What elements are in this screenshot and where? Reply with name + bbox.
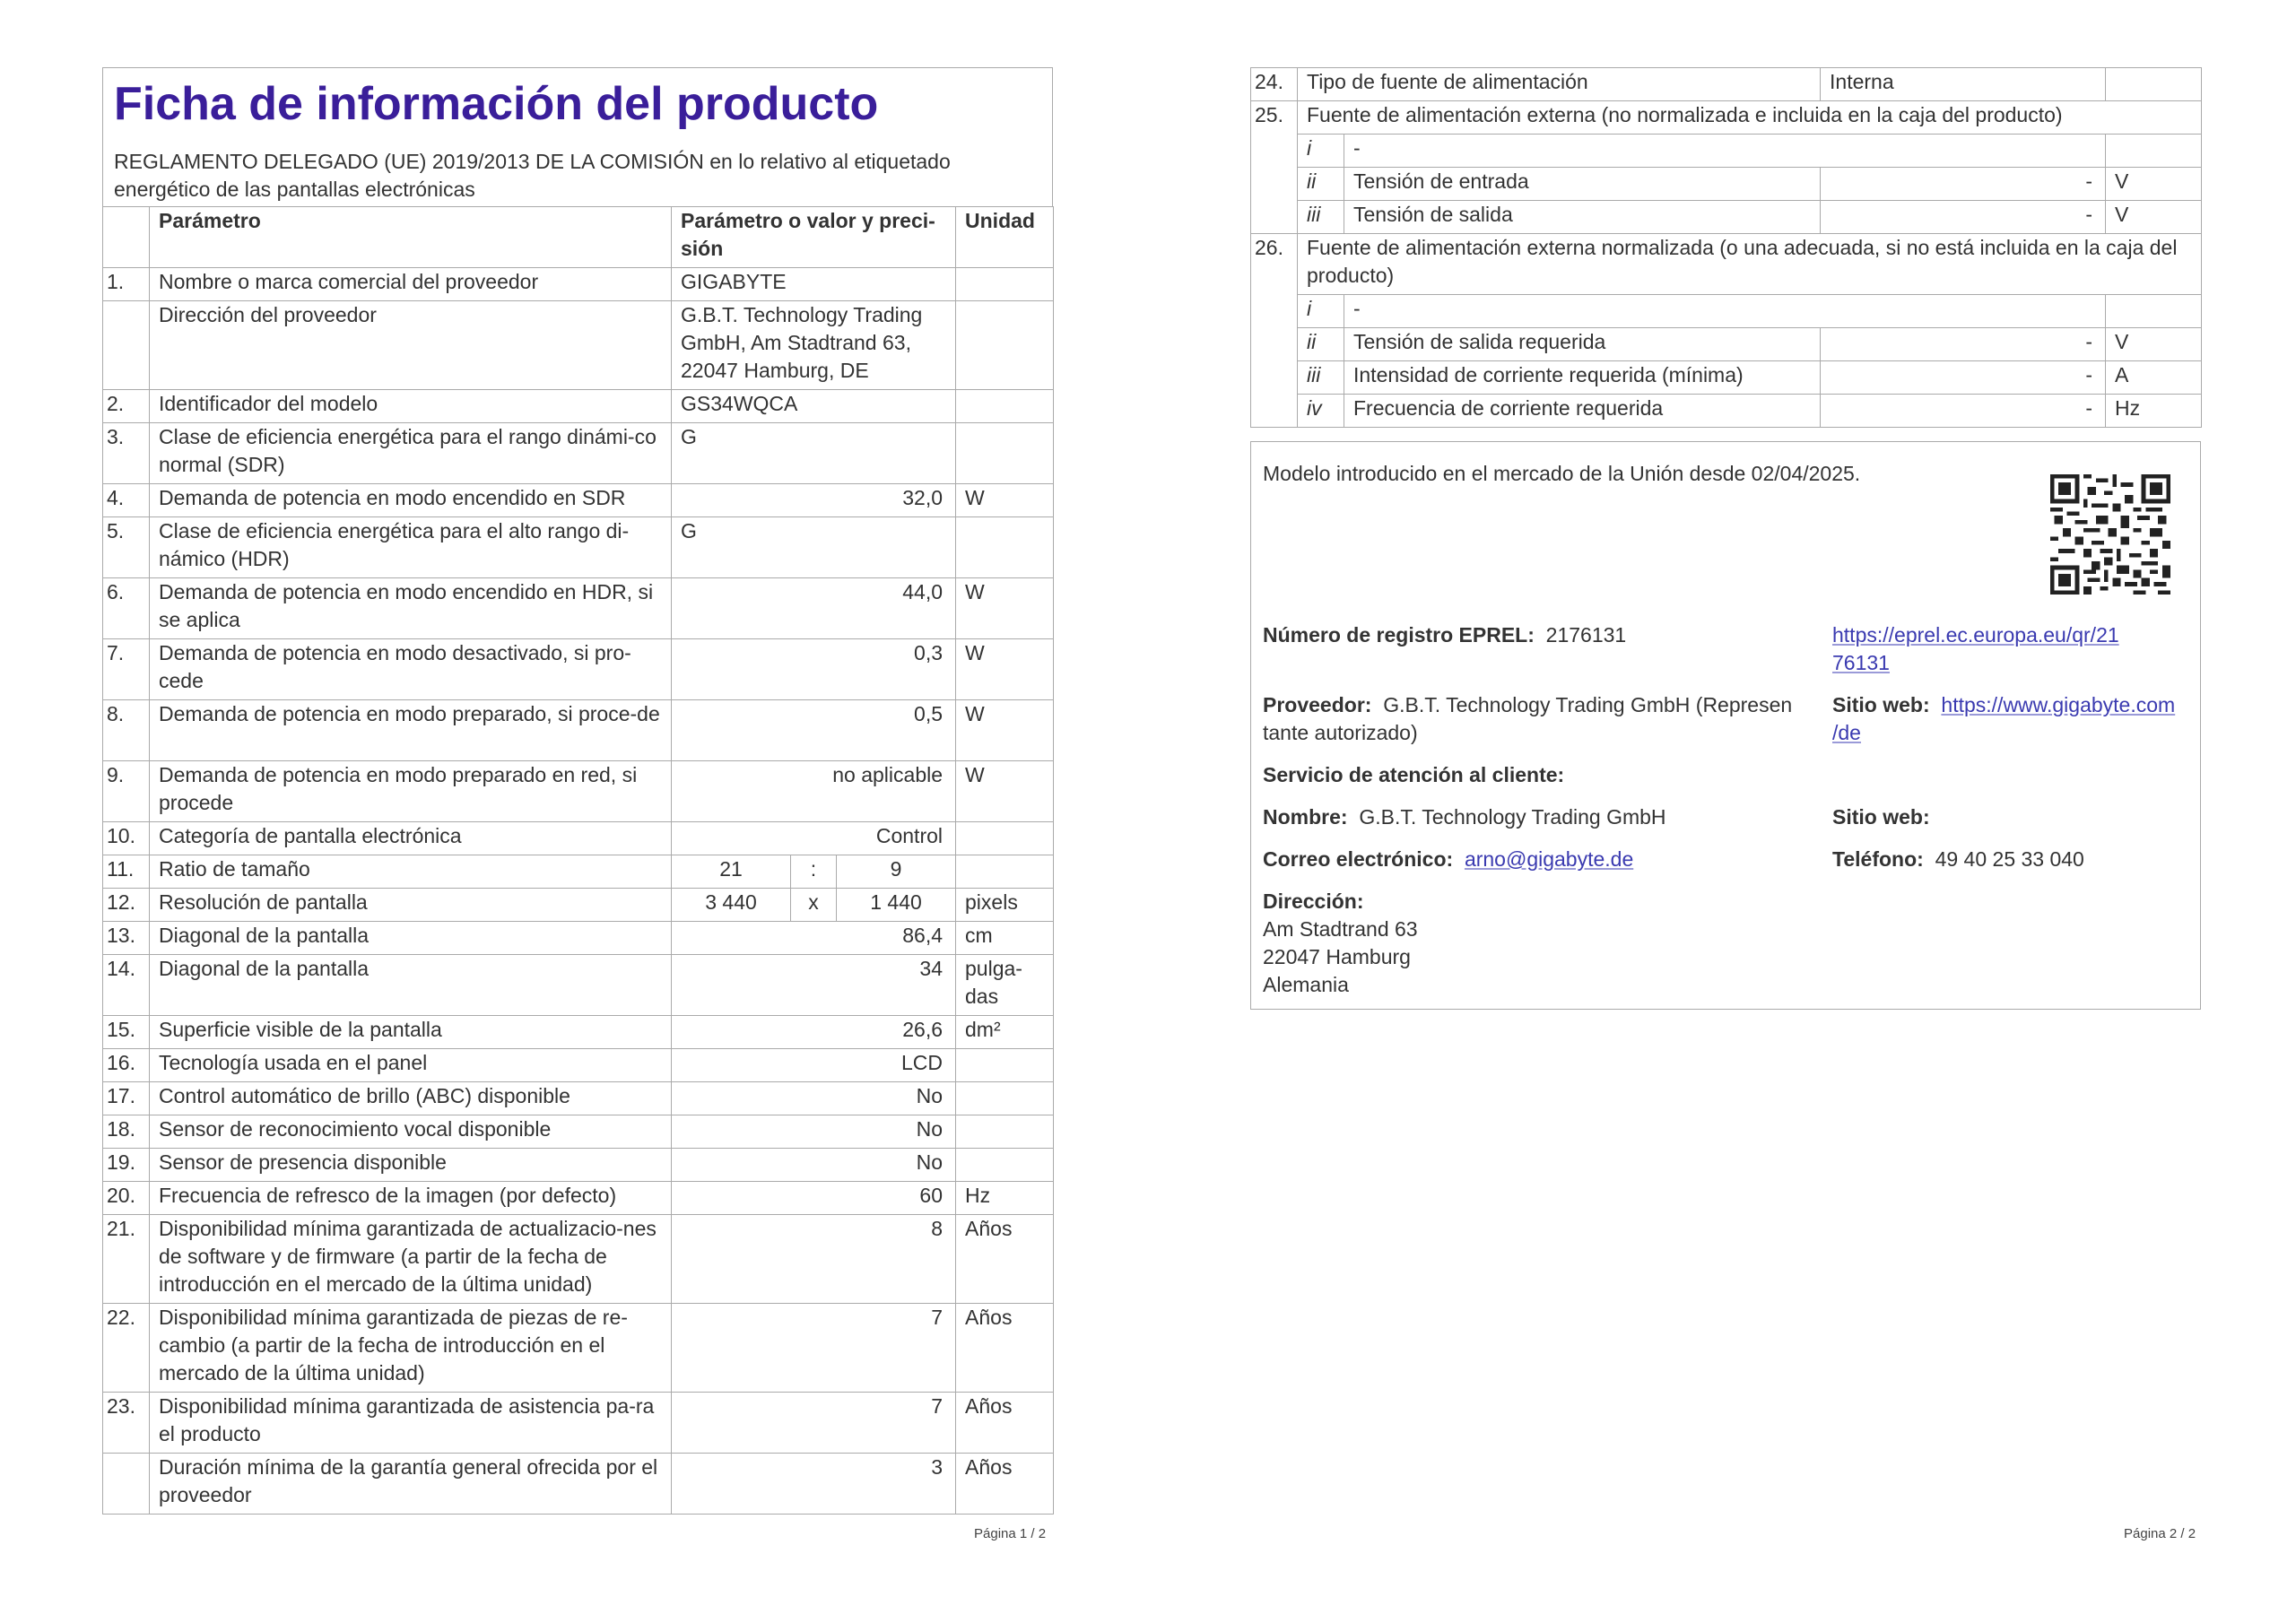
web-link-line-1[interactable]: https://www.gigabyte.com [1941, 693, 2176, 716]
row-unit [956, 301, 1054, 390]
row-parameter: Demanda de potencia en modo preparado, si proce-de [150, 700, 672, 761]
row-index: 1. [103, 268, 150, 301]
name-row [1263, 803, 1666, 831]
table-row [103, 700, 1054, 761]
row-parameter: Disponibilidad mínima garantizada de piezas de re-cambio (a partir de la fecha de introducción en el mercado de la última unidad) [150, 1304, 672, 1393]
row-value: 34 [672, 955, 956, 1016]
document-subtitle: REGLAMENTO DELEGADO (UE) 2019/2013 DE LA COMISIÓN en lo relativo al etiquetado energético de las pantallas electrónicas [114, 150, 951, 201]
table-row [1251, 68, 2202, 101]
sub-unit: A [2106, 361, 2202, 395]
table-row [1251, 234, 2202, 295]
row-unit [2106, 68, 2202, 101]
row-parameter: Demanda de potencia en modo encendido en SDR [150, 484, 672, 517]
row-parameter: Duración mínima de la garantía general ofrecida por el proveedor [150, 1454, 672, 1515]
row-index: 6. [103, 578, 150, 639]
row-value-b: 9 [837, 855, 956, 889]
table-row [103, 268, 1054, 301]
address-line-3: Alemania [1263, 973, 1349, 996]
row-unit [956, 268, 1054, 301]
email-link[interactable]: arno@gigabyte.de [1464, 847, 1634, 871]
row-parameter: Sensor de presencia disponible [150, 1149, 672, 1182]
sub-index: ii [1298, 328, 1344, 361]
row-value: 8 [672, 1215, 956, 1304]
table-row [103, 889, 1054, 922]
supplier-value-2: tante autorizado) [1263, 721, 1418, 744]
table-row [103, 1149, 1054, 1182]
supplier-value-1: G.B.T. Technology Trading GmbH (Represen [1383, 693, 1793, 716]
row-parameter: Clase de eficiencia energética para el rango dinámi-co normal (SDR) [150, 423, 672, 484]
sub-value: - [1821, 168, 2106, 201]
row-unit: pulga-das [956, 955, 1054, 1016]
table-row [103, 1049, 1054, 1082]
supplier-row [1263, 691, 1810, 747]
row-index: 16. [103, 1049, 150, 1082]
row-parameter: Ratio de tamaño [150, 855, 672, 889]
row-parameter: Diagonal de la pantalla [150, 922, 672, 955]
row-value: No [672, 1115, 956, 1149]
address-label: Dirección: [1263, 890, 1364, 913]
row-index [103, 1454, 150, 1515]
table-row [103, 822, 1054, 855]
row-parameter: Superficie visible de la pantalla [150, 1016, 672, 1049]
row-value: No [672, 1082, 956, 1115]
row-index: 15. [103, 1016, 150, 1049]
power-supply-table [1250, 67, 2202, 428]
row-unit: Años [956, 1393, 1054, 1454]
row-value: Interna [1821, 68, 2106, 101]
row-value: 32,0 [672, 484, 956, 517]
sub-row [1251, 168, 2202, 201]
name-value: G.B.T. Technology Trading GmbH [1359, 805, 1666, 829]
sub-unit: Hz [2106, 395, 2202, 428]
document-title: Ficha de información del producto [114, 78, 879, 130]
row-separator: : [791, 855, 837, 889]
sub-value: - [1821, 201, 2106, 234]
table-row [103, 761, 1054, 822]
sub-parameter: - [1344, 135, 2106, 168]
sub-index: i [1298, 135, 1344, 168]
row-parameter: Tecnología usada en el panel [150, 1049, 672, 1082]
row-parameter: Tipo de fuente de alimentación [1298, 68, 1821, 101]
eprel-link-line-1[interactable]: https://eprel.ec.europa.eu/qr/21 [1832, 623, 2119, 647]
row-parameter: Demanda de potencia en modo encendido en HDR, si se aplica [150, 578, 672, 639]
table-row [103, 922, 1054, 955]
table-header-row [103, 207, 1054, 268]
row-index: 25. [1251, 101, 1298, 234]
table-row [103, 1115, 1054, 1149]
eprel-number: 2176131 [1545, 623, 1627, 647]
sub-unit [2106, 295, 2202, 328]
email-row [1263, 846, 1633, 873]
header-parameter: Parámetro [150, 207, 672, 268]
qr-code-icon[interactable] [2050, 474, 2170, 595]
row-unit [956, 423, 1054, 484]
row-unit [956, 1049, 1054, 1082]
row-index: 23. [103, 1393, 150, 1454]
sub-index: iii [1298, 361, 1344, 395]
table-row [103, 1393, 1054, 1454]
row-index: 3. [103, 423, 150, 484]
eprel-link-line-2[interactable]: 76131 [1832, 651, 1890, 674]
row-unit: W [956, 700, 1054, 761]
sub-row [1251, 201, 2202, 234]
row-index: 5. [103, 517, 150, 578]
row-parameter: Control automático de brillo (ABC) disponible [150, 1082, 672, 1115]
row-value: 7 [672, 1304, 956, 1393]
header-index [103, 207, 150, 268]
phone-label: Teléfono: [1832, 847, 1924, 871]
table-row [103, 1016, 1054, 1049]
sub-unit [2106, 135, 2202, 168]
row-index: 13. [103, 922, 150, 955]
row-unit: W [956, 761, 1054, 822]
row-separator: x [791, 889, 837, 922]
row-index: 2. [103, 390, 150, 423]
table-row [103, 639, 1054, 700]
row-index: 21. [103, 1215, 150, 1304]
sub-value: - [1821, 395, 2106, 428]
row-unit: W [956, 578, 1054, 639]
table-row [103, 1182, 1054, 1215]
row-parameter: Demanda de potencia en modo preparado en red, si procede [150, 761, 672, 822]
row-value: G [672, 517, 956, 578]
table-row [103, 1082, 1054, 1115]
row-index: 8. [103, 700, 150, 761]
table-row [103, 517, 1054, 578]
sub-index: iv [1298, 395, 1344, 428]
row-unit: pixels [956, 889, 1054, 922]
table-row [103, 955, 1054, 1016]
row-value: 0,5 [672, 700, 956, 761]
row-value: 44,0 [672, 578, 956, 639]
sub-index: iii [1298, 201, 1344, 234]
row-parameter: Categoría de pantalla electrónica [150, 822, 672, 855]
sub-row [1251, 295, 2202, 328]
row-index: 20. [103, 1182, 150, 1215]
sub-parameter: Tensión de salida [1344, 201, 1821, 234]
market-note: Modelo introducido en el mercado de la Unión desde 02/04/2025. [1263, 462, 1861, 485]
sub-row [1251, 135, 2202, 168]
row-value: G.B.T. Technology Trading GmbH, Am Stadtrand 63, 22047 Hamburg, DE [672, 301, 956, 390]
sub-parameter: Frecuencia de corriente requerida [1344, 395, 1821, 428]
row-unit [956, 822, 1054, 855]
row-unit: Años [956, 1454, 1054, 1515]
row-parameter: Fuente de alimentación externa normalizada (o una adecuada, si no está incluida en la caja del producto) [1298, 234, 2202, 295]
row-parameter: Nombre o marca comercial del proveedor [150, 268, 672, 301]
row-index: 14. [103, 955, 150, 1016]
row-parameter: Fuente de alimentación externa (no normalizada e incluida en la caja del producto) [1298, 101, 2202, 135]
row-index: 11. [103, 855, 150, 889]
parameter-table [102, 206, 1054, 1515]
row-value: No [672, 1149, 956, 1182]
row-value: GIGABYTE [672, 268, 956, 301]
page-number: Página 1 / 2 [974, 1526, 1047, 1541]
table-row [103, 423, 1054, 484]
web-label: Sitio web: [1832, 693, 1930, 716]
row-parameter: Identificador del modelo [150, 390, 672, 423]
email-label: Correo electrónico: [1263, 847, 1454, 871]
row-value: 86,4 [672, 922, 956, 955]
page-2 [1148, 0, 2296, 1623]
sub-index: ii [1298, 168, 1344, 201]
table-row [103, 484, 1054, 517]
sub-unit: V [2106, 201, 2202, 234]
sub-unit: V [2106, 168, 2202, 201]
table-row [103, 1215, 1054, 1304]
row-parameter: Diagonal de la pantalla [150, 955, 672, 1016]
table-row [103, 301, 1054, 390]
eprel-label: Número de registro EPREL: [1263, 623, 1535, 647]
row-value: 26,6 [672, 1016, 956, 1049]
row-unit: dm² [956, 1016, 1054, 1049]
sub-row [1251, 361, 2202, 395]
table-row [103, 390, 1054, 423]
row-value: no aplicable [672, 761, 956, 822]
row-value: 60 [672, 1182, 956, 1215]
row-unit [956, 390, 1054, 423]
row-index: 12. [103, 889, 150, 922]
web-link-line-2[interactable]: /de [1832, 721, 1861, 744]
row-parameter: Resolución de pantalla [150, 889, 672, 922]
table-row [103, 855, 1054, 889]
row-unit [956, 1115, 1054, 1149]
row-unit: cm [956, 922, 1054, 955]
header-unit: Unidad [956, 207, 1054, 268]
row-unit: Años [956, 1215, 1054, 1304]
table-row [1251, 101, 2202, 135]
phone-row [1832, 846, 2084, 873]
row-value: 7 [672, 1393, 956, 1454]
row-index: 10. [103, 822, 150, 855]
row-value-a: 21 [672, 855, 791, 889]
eprel-link[interactable] [1832, 621, 2119, 677]
row-parameter: Demanda de potencia en modo desactivado, si pro-cede [150, 639, 672, 700]
sub-value: - [1821, 328, 2106, 361]
row-index: 24. [1251, 68, 1298, 101]
supplier-web-row [1832, 691, 2175, 747]
row-value-a: 3 440 [672, 889, 791, 922]
row-index: 18. [103, 1115, 150, 1149]
row-index: 26. [1251, 234, 1298, 428]
address-line-2: 22047 Hamburg [1263, 945, 1411, 968]
table-row [103, 1304, 1054, 1393]
row-unit [956, 1149, 1054, 1182]
name-label: Nombre: [1263, 805, 1348, 829]
phone-value: 49 40 25 33 040 [1935, 847, 2084, 871]
service-web-label: Sitio web: [1832, 805, 1930, 829]
sub-value: - [1821, 361, 2106, 395]
row-value-b: 1 440 [837, 889, 956, 922]
row-parameter: Sensor de reconocimiento vocal disponible [150, 1115, 672, 1149]
row-unit [956, 855, 1054, 889]
document-header [102, 67, 1053, 206]
address-block [1263, 888, 1418, 999]
sub-unit: V [2106, 328, 2202, 361]
row-unit: W [956, 484, 1054, 517]
sub-parameter: Intensidad de corriente requerida (mínima) [1344, 361, 1821, 395]
sub-row [1251, 328, 2202, 361]
row-unit: Años [956, 1304, 1054, 1393]
row-index: 9. [103, 761, 150, 822]
service-label: Servicio de atención al cliente: [1263, 763, 1565, 786]
row-unit [956, 1082, 1054, 1115]
row-value: G [672, 423, 956, 484]
supplier-label: Proveedor: [1263, 693, 1372, 716]
row-parameter: Dirección del proveedor [150, 301, 672, 390]
eprel-row [1263, 621, 1626, 649]
row-value: Control [672, 822, 956, 855]
row-unit: Hz [956, 1182, 1054, 1215]
row-value: LCD [672, 1049, 956, 1082]
row-index: 19. [103, 1149, 150, 1182]
row-value: 0,3 [672, 639, 956, 700]
address-line-1: Am Stadtrand 63 [1263, 917, 1418, 941]
sub-index: i [1298, 295, 1344, 328]
row-value: GS34WQCA [672, 390, 956, 423]
sub-row [1251, 395, 2202, 428]
row-index: 7. [103, 639, 150, 700]
row-unit [956, 517, 1054, 578]
table-row [103, 1454, 1054, 1515]
row-unit: W [956, 639, 1054, 700]
row-index: 17. [103, 1082, 150, 1115]
row-parameter: Disponibilidad mínima garantizada de asistencia pa-ra el producto [150, 1393, 672, 1454]
row-index: 22. [103, 1304, 150, 1393]
table-row [103, 578, 1054, 639]
row-parameter: Disponibilidad mínima garantizada de actualizacio-nes de software y de firmware (a partir de la fecha de introducción en el mercado de la última unidad) [150, 1215, 672, 1304]
page-number: Página 2 / 2 [2124, 1526, 2196, 1541]
sub-parameter: - [1344, 295, 2106, 328]
sub-parameter: Tensión de salida requerida [1344, 328, 1821, 361]
header-value: Parámetro o valor y preci- sión [672, 207, 956, 268]
row-index [103, 301, 150, 390]
row-parameter: Frecuencia de refresco de la imagen (por defecto) [150, 1182, 672, 1215]
row-parameter: Clase de eficiencia energética para el alto rango di-námico (HDR) [150, 517, 672, 578]
sub-parameter: Tensión de entrada [1344, 168, 1821, 201]
row-value: 3 [672, 1454, 956, 1515]
row-index: 4. [103, 484, 150, 517]
